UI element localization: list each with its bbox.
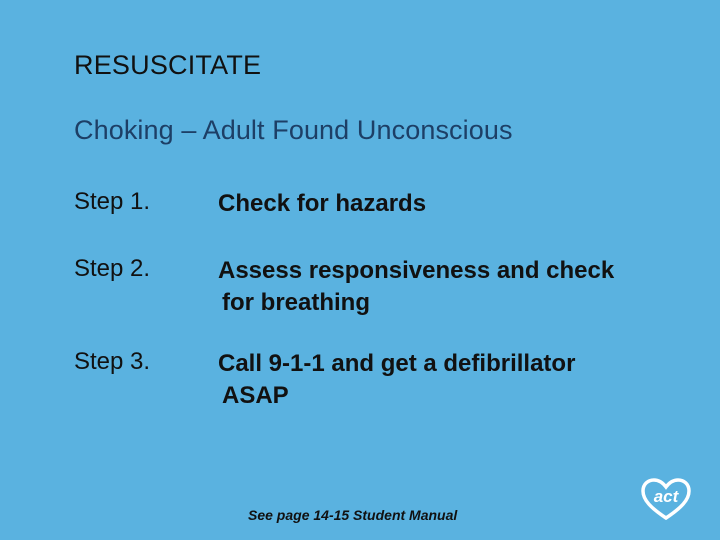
- step-label: Step 3.: [74, 348, 151, 375]
- slide-header: RESUSCITATE: [74, 50, 262, 80]
- step-label: Step 1.: [74, 188, 151, 215]
- step-text-line: Call 9-1-1 and get a defibrillator: [218, 350, 576, 377]
- step-label: Step 2.: [74, 255, 151, 282]
- step-text-line: for breathing: [222, 289, 370, 316]
- step-text: [218, 188, 688, 220]
- step-text-line: Assess responsiveness and check: [218, 257, 615, 284]
- act-heart-logo-icon: [641, 478, 691, 520]
- step-text-line: ASAP: [222, 382, 289, 409]
- slide-subtitle: Choking – Adult Found Unconscious: [74, 115, 513, 145]
- step-text-line: Check for hazards: [218, 190, 427, 217]
- step-text: [218, 348, 688, 412]
- step-text: [218, 255, 688, 319]
- logo-text: act: [653, 487, 679, 506]
- footnote: See page 14-15 Student Manual: [248, 507, 458, 523]
